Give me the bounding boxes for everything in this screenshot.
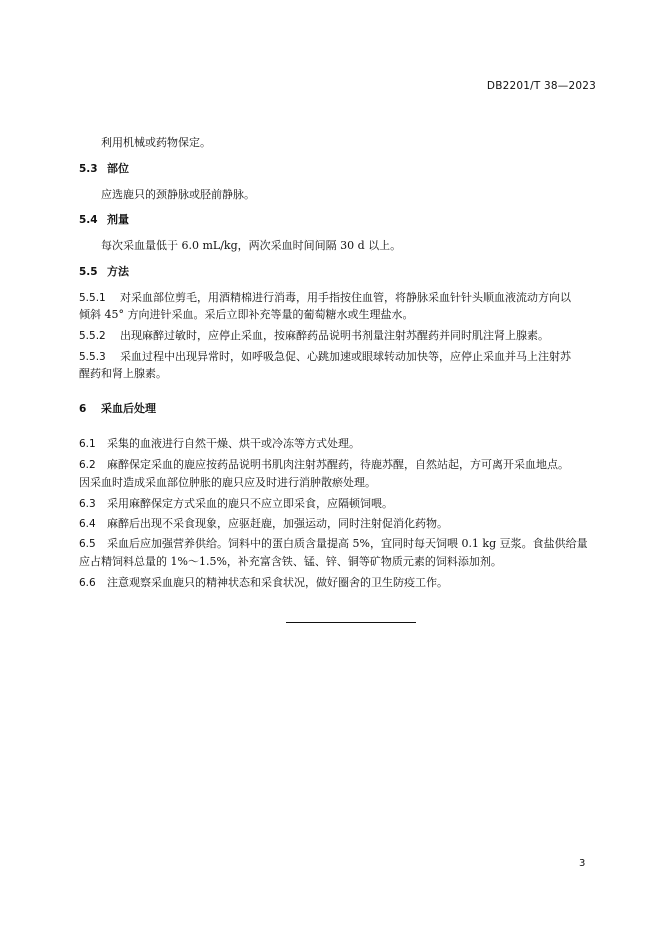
section-title: 剂量 xyxy=(107,213,129,226)
clause-text: 出现麻醉过敏时，应停止采血，按麻醉药品说明书剂量注射苏醒药并同时肌注肾上腺素。 xyxy=(120,329,549,342)
clause-number: 6.1 xyxy=(79,438,96,450)
section-number: 5.4 xyxy=(79,214,98,226)
clause-6-1 xyxy=(79,435,599,453)
clause-text-continued: 应占精饲料总量的 1%～1.5%，补充富含铁、锰、锌、铜等矿物质元素的饲料添加剂。 xyxy=(79,555,502,568)
paragraph-text: 每次采血量低于 6.0 mL/kg，两次采血时间间隔 30 d 以上。 xyxy=(101,239,402,252)
section-heading-6 xyxy=(79,400,599,418)
section-title: 部位 xyxy=(107,162,129,175)
section-number: 5.5 xyxy=(79,266,98,278)
clause-text-continued: 因采血时造成采血部位肿胀的鹿只应及时进行消肿散瘀处理。 xyxy=(79,476,376,489)
clause-text: 采集的血液进行自然干燥、烘干或冷冻等方式处理。 xyxy=(107,437,360,450)
clause-text: 采用麻醉保定方式采血的鹿只不应立即采食，应隔顿饲喂。 xyxy=(107,497,393,510)
paragraph-text: 应选鹿只的颈静脉或胫前静脉。 xyxy=(101,188,255,201)
clause-number: 6.4 xyxy=(79,518,96,530)
section-title: 方法 xyxy=(107,265,129,278)
section-title: 采血后处理 xyxy=(101,402,156,415)
clause-6-3 xyxy=(79,495,599,513)
clause-6-5 xyxy=(79,535,599,553)
clause-text-continued: 倾斜 45° 方向进针采血。采后立即补充等量的葡萄糖水或生理盐水。 xyxy=(79,308,414,321)
clause-text: 对采血部位剪毛，用酒精棉进行消毒，用手指按住血管，将静脉采血针针头顺血液流动方向以 xyxy=(120,291,571,304)
clause-text: 采血后应加强营养供给。饲料中的蛋白质含量提高 5%，宜同时每天饲喂 0.1 kg 豆浆。食盐供给量 xyxy=(107,537,588,550)
clause-text: 注意观察采血鹿只的精神状态和采食状况，做好圈舍的卫生防疫工作。 xyxy=(107,576,448,589)
clause-number: 6.5 xyxy=(79,538,96,550)
clause-text: 麻醉保定采血的鹿应按药品说明书肌肉注射苏醒药，待鹿苏醒，自然站起，方可离开采血地点。 xyxy=(107,458,569,471)
section-heading-5-4 xyxy=(79,211,599,229)
clause-number: 5.5.1 xyxy=(79,292,106,304)
clause-5-5-1 xyxy=(79,289,599,307)
clause-number: 5.5.3 xyxy=(79,351,106,363)
clause-6-2 xyxy=(79,456,599,474)
document-code: DB2201/T 38—2023 xyxy=(486,80,596,92)
section-number: 5.3 xyxy=(79,163,98,175)
clause-number: 5.5.2 xyxy=(79,330,106,342)
clause-text: 采血过程中出现异常时，如呼吸急促、心跳加速或眼球转动加快等，应停止采血并马上注射苏 xyxy=(120,350,571,363)
clause-6-6 xyxy=(79,574,599,592)
paragraph-text: 利用机械或药物保定。 xyxy=(101,136,211,149)
clause-number: 6.2 xyxy=(79,459,96,471)
clause-number: 6.6 xyxy=(79,577,96,589)
section-heading-5-3 xyxy=(79,160,599,178)
page-number: 3 xyxy=(579,858,586,869)
clause-6-4 xyxy=(79,515,599,533)
clause-number: 6.3 xyxy=(79,498,96,510)
clause-text-continued: 醒药和肾上腺素。 xyxy=(79,367,167,380)
section-number: 6 xyxy=(79,403,87,415)
clause-5-5-3 xyxy=(79,348,599,366)
section-heading-5-5 xyxy=(79,263,599,281)
end-rule xyxy=(286,622,416,623)
clause-text: 麻醉后出现不采食现象，应驱赶鹿，加强运动，同时注射促消化药物。 xyxy=(107,517,448,530)
clause-5-5-2 xyxy=(79,327,599,345)
